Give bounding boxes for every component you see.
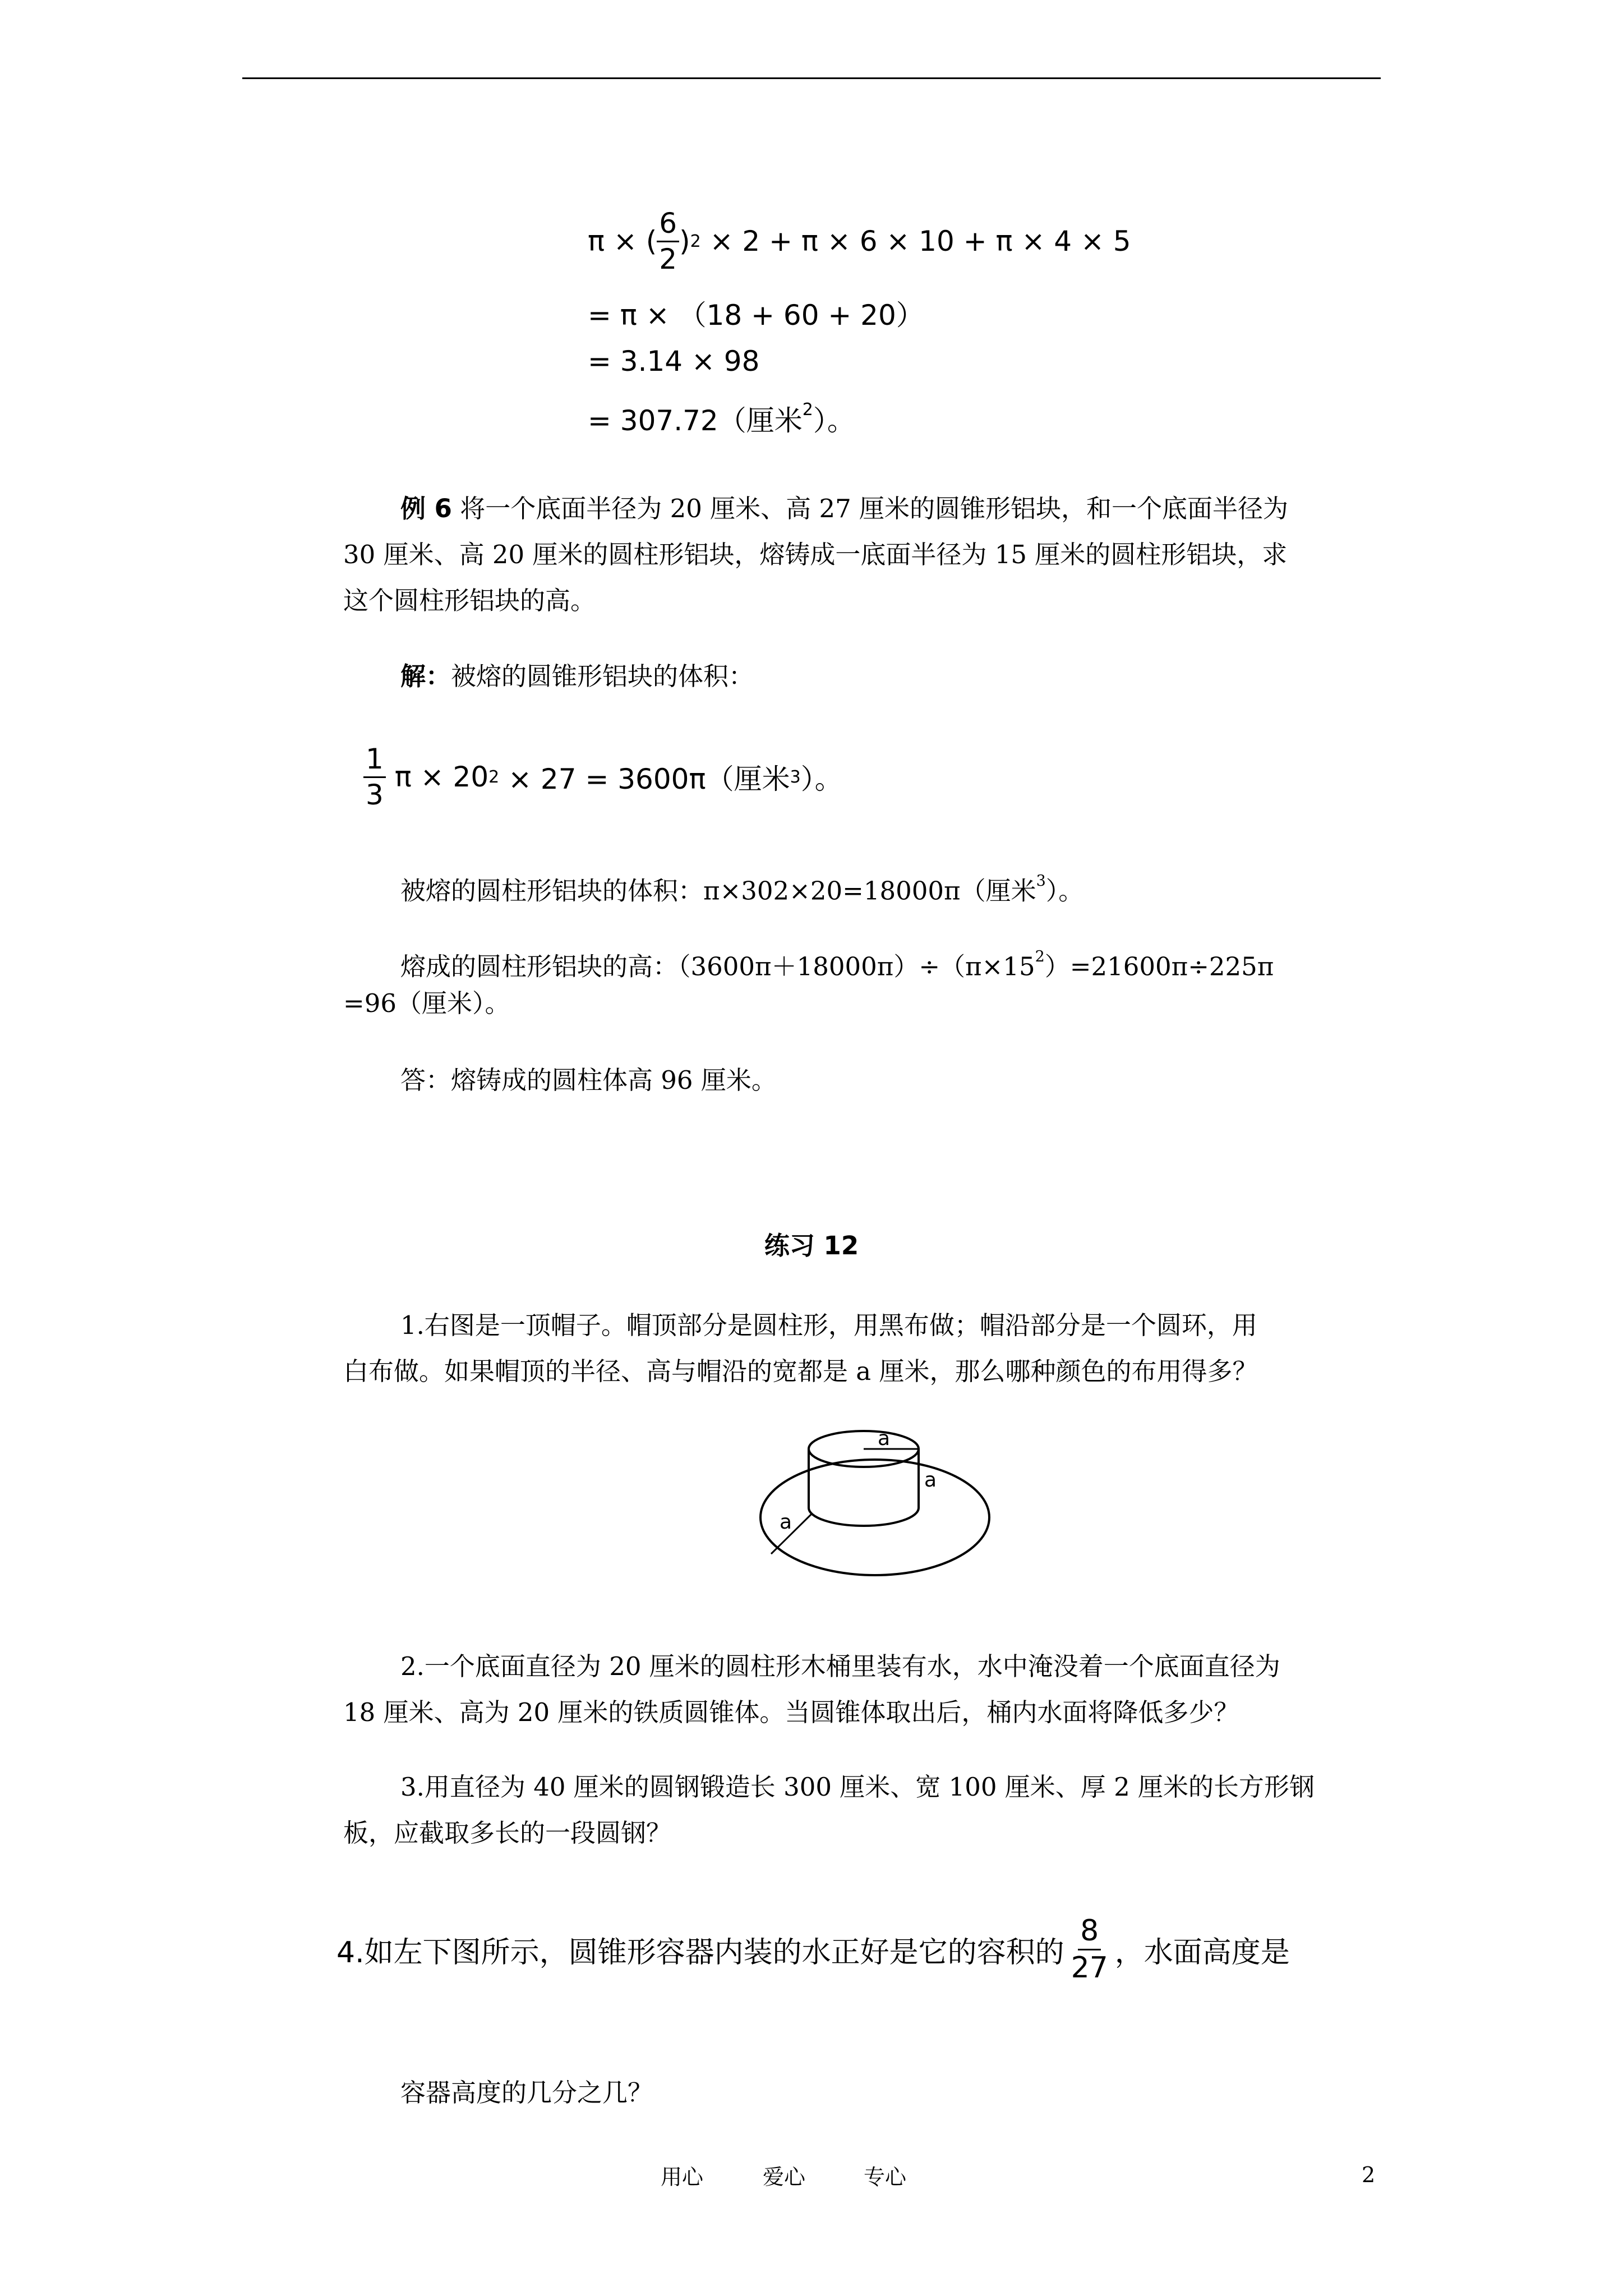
question-4-fraction [1069, 1913, 1110, 1985]
calc-line-3: = 3.14 × 98 [588, 345, 760, 378]
height-line-1-end: ）=21600π÷225π [1044, 951, 1274, 982]
cylinder-volume-main: 被熔的圆柱形铝块的体积：π×302×20=18000π（厘米 [400, 876, 1036, 906]
page-number: 2 [1362, 2162, 1376, 2187]
example-6-line-1 [400, 486, 1288, 532]
cone-eq-c: ）。 [800, 763, 843, 795]
calc-line-1-square: 2 [690, 231, 701, 251]
calc-line-4-main: = 307.72（厘米 [588, 404, 803, 437]
cylinder-volume-end: ）。 [1045, 876, 1084, 906]
question-1-line-2: 白布做。如果帽顶的半径、高与帽沿的宽都是 a 厘米，那么哪种颜色的布用得多？ [343, 1356, 1258, 1386]
calc-line-4 [588, 398, 855, 439]
calc-line-4-sup: 2 [802, 400, 813, 420]
calc-fraction-denominator: 2 [659, 242, 677, 275]
example-6-line-2: 30 厘米、高 20 厘米的圆柱形铝块，熔铸成一底面半径为 15 厘米的圆柱形铝块，求 [343, 540, 1288, 569]
question-3-line-1: 3.用直径为 40 厘米的圆钢锻造长 300 厘米、宽 100 厘米、厚 2 厘米的长方形钢 [400, 1772, 1315, 1802]
example-6-label: 例 6 [400, 494, 452, 523]
example-6-text-1: 将一个底面半径为 20 厘米、高 27 厘米的圆锥形铝块，和一个底面半径为 [460, 494, 1289, 523]
answer-line: 答：熔铸成的圆柱体高 96 厘米。 [400, 1065, 777, 1095]
question-3-line-2: 板，应截取多长的一段圆钢？ [343, 1818, 672, 1848]
question-2-line-1: 2.一个底面直径为 20 厘米的圆柱形木桶里装有水，水中淹没着一个底面直径为 [400, 1651, 1280, 1681]
question-4-fraction-numerator: 8 [1078, 1916, 1101, 1950]
calc-line-1 [588, 208, 1131, 275]
hat-label-brim: a [780, 1511, 792, 1534]
calc-fraction-numerator: 6 [657, 209, 679, 242]
calc-line-1-close: ) [679, 225, 690, 257]
calc-line-1-prefix: π × ( [588, 225, 657, 257]
question-2-line-2: 18 厘米、高为 20 厘米的铁质圆锥体。当圆锥体取出后，桶内水面将降低多少？ [343, 1697, 1239, 1727]
question-4-before: 4.如左下图所示，圆锥形容器内装的水正好是它的容积的 [336, 1935, 1064, 1970]
solution-label: 解： [400, 661, 451, 691]
exercise-title: 练习 12 [764, 1231, 859, 1260]
height-line-1-sup: 2 [1035, 948, 1045, 965]
header-rule [242, 77, 1381, 79]
footer-motto-2: 爱心 [763, 2165, 806, 2189]
calc-line-1-rest: × 2 + π × 6 × 10 + π × 4 × 5 [709, 225, 1131, 257]
height-line-1-main: 熔成的圆柱形铝块的高：（3600π＋18000π）÷（π×15 [400, 951, 1035, 982]
example-6-line-3: 这个圆柱形铝块的高。 [343, 586, 596, 615]
question-4-line-2: 容器高度的几分之几？ [400, 2078, 653, 2108]
hat-figure [751, 1425, 998, 1582]
cylinder-volume-sup: 3 [1036, 872, 1046, 890]
solution-intro-text: 被熔的圆锥形铝块的体积： [451, 661, 754, 691]
cone-eq-b-sup: 3 [790, 767, 801, 787]
calc-line-2: = π × （18 + 60 + 20） [588, 299, 924, 332]
question-4-fraction-denominator: 27 [1071, 1950, 1108, 1985]
height-line-2: =96（厘米）。 [343, 988, 510, 1018]
question-1-line-1: 1.右图是一顶帽子。帽顶部分是圆柱形，用黑布做；帽沿部分是一个圆环，用 [400, 1310, 1257, 1340]
cone-volume-equation [363, 735, 843, 819]
cone-fraction [363, 744, 386, 809]
cone-eq-a: π × 20 [394, 761, 489, 793]
solution-intro [400, 654, 754, 700]
hat-brim-outline [760, 1460, 989, 1575]
calc-line-4-end: ）。 [813, 404, 855, 437]
footer-motto-1: 用心 [661, 2165, 704, 2189]
footer-motto-3: 专心 [864, 2165, 907, 2189]
cylinder-volume-line [400, 858, 1083, 914]
question-4-line-1 [336, 1907, 1290, 1991]
cone-fraction-numerator: 1 [363, 744, 386, 778]
calc-fraction [657, 209, 679, 274]
height-line-1 [400, 934, 1274, 990]
question-4-after: ，水面高度是 [1114, 1935, 1290, 1970]
hat-label-top: a [878, 1427, 891, 1450]
cone-eq-b: × 27 = 3600π（厘米 [508, 763, 790, 795]
cone-fraction-denominator: 3 [366, 778, 384, 811]
cone-eq-a-sup: 2 [488, 767, 500, 787]
hat-crown-bottom-edge [809, 1508, 919, 1526]
hat-label-side: a [924, 1469, 937, 1492]
